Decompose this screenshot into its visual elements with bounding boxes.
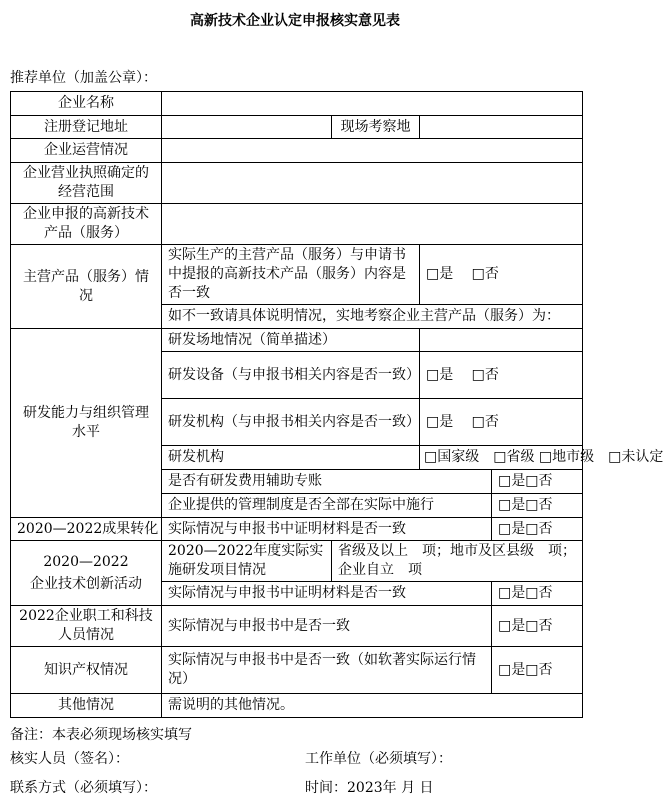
operation-label: 企业运营情况 (11, 139, 162, 163)
achievements-label: 2020—2022成果转化 (11, 518, 162, 541)
reg-address-label: 注册登记地址 (11, 116, 162, 139)
rd-account-label: 是否有研发费用辅助专账 (162, 470, 492, 494)
mgmt-system-label: 企业提供的管理制度是否全部在实际中施行 (162, 494, 492, 518)
business-scope-label: 企业营业执照确定的经营范围 (11, 163, 162, 204)
innovation-label (11, 541, 162, 606)
main-products-label: 主营产品（服务）情况 (11, 245, 162, 329)
rd-account-yes-no[interactable]: □是□否 (492, 470, 583, 494)
innovation-title: 企业技术创新活动 (30, 575, 142, 592)
verification-form-table (10, 91, 663, 718)
innovation-question: 实际情况与申报书中证明材料是否一致 (162, 582, 492, 606)
business-scope-field[interactable] (162, 163, 583, 204)
recommending-unit-label: 推荐单位（加盖公章）： (10, 70, 157, 86)
rd-equipment-label: 研发设备（与申报书相关内容是否一致） (162, 352, 420, 399)
innovation-projects-label: 2020—2022年度实际实施研发项目情况 (162, 541, 332, 582)
date-label: 时间：2023年 月 日 (305, 780, 434, 796)
mgmt-system-yes-no[interactable]: □是□否 (492, 494, 583, 518)
footer-note: 备注：本表必须现场核实填写 (10, 727, 192, 743)
innovation-year: 2020—2022 (43, 553, 129, 570)
contact-label: 联系方式（必须填写）： (10, 780, 157, 796)
operation-field[interactable] (162, 139, 583, 163)
other-label: 其他情况 (11, 694, 162, 718)
reg-address-field[interactable] (162, 116, 332, 139)
other-note[interactable]: 需说明的其他情况。 (162, 694, 583, 718)
rd-org-label: 研发机构 (162, 446, 420, 470)
declared-products-field[interactable] (162, 204, 583, 245)
rd-level-label: 研发能力与组织管理水平 (11, 329, 162, 518)
site-inspection-label: 现场考察地 (332, 116, 420, 139)
site-inspection-field[interactable] (420, 116, 583, 139)
company-name-label: 企业名称 (11, 92, 162, 116)
ip-question: 实际情况与申报书中是否一致（如软著实际运行情况） (162, 647, 492, 694)
achievements-yes-no[interactable]: □是□否 (492, 518, 583, 541)
staff-question: 实际情况与申报书中是否一致 (162, 606, 492, 647)
page-title: 高新技术企业认定申报核实意见表 (190, 13, 400, 29)
ip-yes-no[interactable]: □是□否 (492, 647, 583, 694)
main-products-question: 实际生产的主营产品（服务）与申请书中提报的高新技术产品（服务）内容是否一致 (162, 245, 420, 305)
rd-org-level-options[interactable]: □国家级 □省级 □地市级 □未认定 (420, 446, 583, 470)
verifier-signature-label: 核实人员（签名）： (10, 751, 129, 767)
rd-org-consistency-label: 研发机构（与申报书相关内容是否一致） (162, 399, 420, 446)
declared-products-label: 企业申报的高新技术产品（服务） (11, 204, 162, 245)
rd-equipment-yes-no[interactable]: □是 □否 (420, 352, 583, 399)
staff-yes-no[interactable]: □是□否 (492, 606, 583, 647)
innovation-levels-field[interactable]: 省级及以上 项；地市及区县级 项；企业自立 项 (332, 541, 583, 582)
staff-label: 2022企业职工和科技人员情况 (11, 606, 162, 647)
work-unit-label: 工作单位（必须填写）： (305, 751, 452, 767)
rd-site-label: 研发场地情况（简单描述） (162, 329, 420, 352)
achievements-question: 实际情况与申报书中证明材料是否一致 (162, 518, 492, 541)
rd-site-field[interactable] (420, 329, 583, 352)
main-products-note: 如不一致请具体说明情况，实地考察企业主营产品（服务）为： (162, 305, 583, 329)
ip-label: 知识产权情况 (11, 647, 162, 694)
rd-org-consistency-yes-no[interactable]: □是 □否 (420, 399, 583, 446)
innovation-yes-no[interactable]: □是□否 (492, 582, 583, 606)
company-name-field[interactable] (162, 92, 583, 116)
main-products-yes-no[interactable]: □是 □否 (420, 245, 583, 305)
